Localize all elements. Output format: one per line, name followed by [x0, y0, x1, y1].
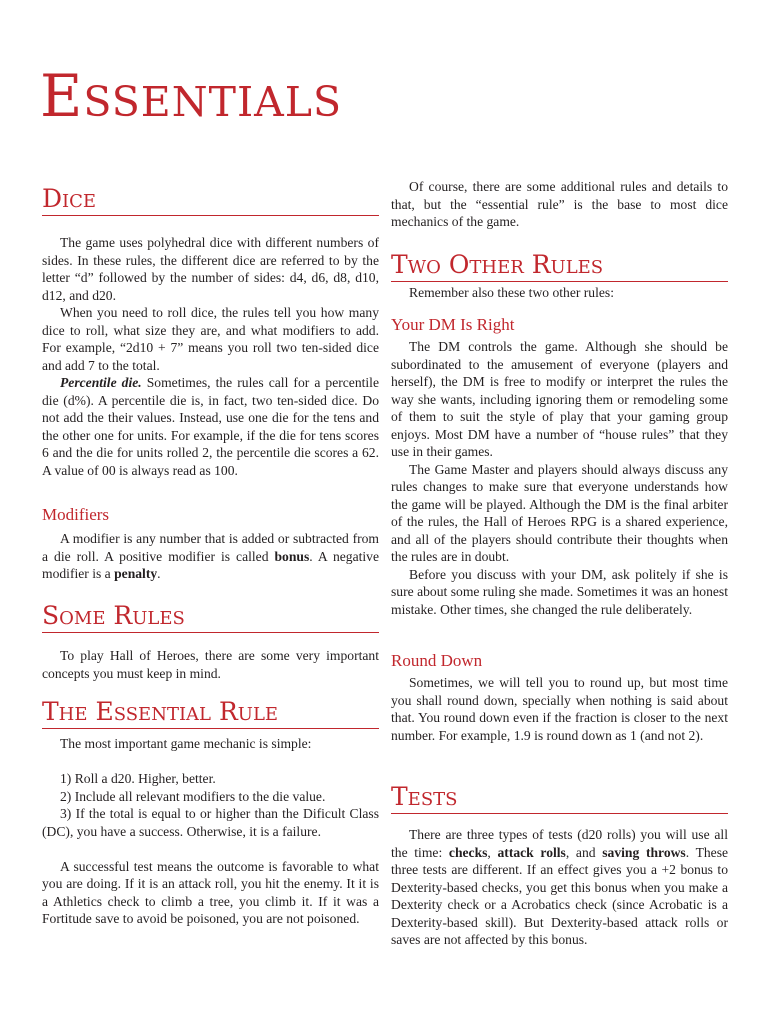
essential-rule-steps	[42, 770, 379, 840]
round-down-paragraph: Sometimes, we will tell you to round up, but most time you shall round down, specially when nothing is said about that. You round down even if the fraction is closer to the next number. For example, 1.9 is round down as 1 (and not 2).	[391, 675, 728, 743]
bonus-term: bonus	[274, 548, 310, 564]
round-down-text	[391, 674, 728, 744]
section-heading-dice: Dice	[42, 184, 379, 216]
checks-term: checks	[448, 844, 488, 860]
two-other-rules-text	[391, 284, 728, 302]
subheading-your-dm-is-right: Your DM Is Right	[391, 315, 515, 334]
subheading-modifiers: Modifiers	[42, 505, 110, 524]
dm-right-paragraph-3: Before you discuss with your DM, ask politely if she is sure about some ruling she made. Sometimes it was an honest mistake. Other times, she changed the rule deliberately.	[391, 566, 728, 617]
dice-paragraph-3	[42, 374, 379, 479]
percentile-die-text: Sometimes, the rules call for a percentile die (d%). A percentile die is, in fact, two ten-sided dice. Do not add the their values. Instead, use one die for the tens and the other one for units. For example, if the die for tens scores 6 and the die for units rolled 2, the percentile die scores a 62. A value of 00 is always read as 100.	[42, 375, 379, 478]
penalty-term: penalty	[114, 566, 158, 581]
essential-rule-paragraph: A successful test means the outcome is favorable to what you are doing. If it is an attack roll, you hit the enemy. It it is a Athletics check to climb a tree, you climb it. If it was a Fortitude save to avoid be poisoned, you are not poisoned.	[42, 858, 379, 926]
some-rules-text	[42, 647, 379, 682]
tests-paragraph: There are three types of tests (d20 rolls) you will use all the time: checks, attack rolls, and saving throws. These three tests are different. If an effect gives you a +2 bonus to Dexterity-based checks, you get this bonus when you make a Dexterity check or a Acrobatics check (since Acrobatic is a Dexterity-based skill). But Dexterity-based attack rolls or saves are not affected by this bonus.	[391, 827, 729, 947]
section-heading-some-rules: Some Rules	[42, 601, 379, 633]
list-item: 3) If the total is equal to or higher than the Dificult Class (DC), you have a success. Otherwise, it is a failure.	[42, 806, 379, 839]
continued-text	[391, 178, 728, 231]
some-rules-paragraph: To play Hall of Heroes, there are some very important concepts you must keep in mind.	[42, 648, 379, 681]
dice-paragraph-2: When you need to roll dice, the rules tell you how many dice to roll, what size they are, and what modifiers to add. For example, “2d10 + 7” means you roll two ten-sided dice and add 7 to the total.	[42, 305, 379, 373]
section-heading-tests: Tests	[391, 782, 728, 814]
list-item: 2) Include all relevant modifiers to the die value.	[60, 788, 326, 804]
percentile-die-term: Percentile die.	[60, 375, 142, 390]
dice-paragraph-1: The game uses polyhedral dice with different numbers of sides. In these rules, the different dice are referred to by the letter “d” followed by the number of sides: d4, d6, d8, d10, d12, and d20.	[42, 235, 379, 303]
dm-right-paragraph-1: The DM controls the game. Although she should be subordinated to the amusement of everyone (players and herself), the DM is free to modify or interpret the rules the way she wants, including ignoring them or remodeling some of them to suit the style of play that your gaming group enjoys. Most DM have a number of “house rules” that they use in their games.	[391, 339, 728, 459]
dm-right-paragraph-2: The Game Master and players should always discuss any rules changes to make sure that everyone understands how the game will be played. Although the DM is the final arbiter of the rules, the Hall of Heroes RPG is a shared experience, and all of the players should contribute their thoughts when the rules are in doubt.	[391, 461, 728, 564]
section-heading-essential-rule: The Essential Rule	[42, 697, 379, 729]
modifiers-paragraph: A modifier is any number that is added or subtracted from a die roll. A positive modifier is called bonus. A negative modifier is a penalty.	[42, 531, 379, 581]
page-title: Essentials	[40, 62, 343, 130]
modifiers-text	[42, 530, 379, 583]
subheading-round-down: Round Down	[391, 651, 483, 670]
attack-rolls-term: attack rolls	[497, 844, 566, 860]
saving-throws-term: saving throws	[602, 844, 686, 860]
dm-right-text	[391, 338, 728, 618]
list-item: 1) Roll a d20. Higher, better.	[60, 771, 216, 786]
tests-text	[391, 826, 728, 949]
essential-rule-text	[42, 735, 379, 928]
section-heading-two-other-rules: Two Other Rules	[391, 250, 728, 282]
dice-text	[42, 234, 379, 479]
two-other-rules-paragraph: Remember also these two other rules:	[409, 285, 614, 300]
essential-rule-intro: The most important game mechanic is simple:	[60, 736, 312, 751]
continued-paragraph: Of course, there are some additional rules and details to that, but the “essential rule” is the base to most dice mechanics of the game.	[391, 179, 728, 229]
